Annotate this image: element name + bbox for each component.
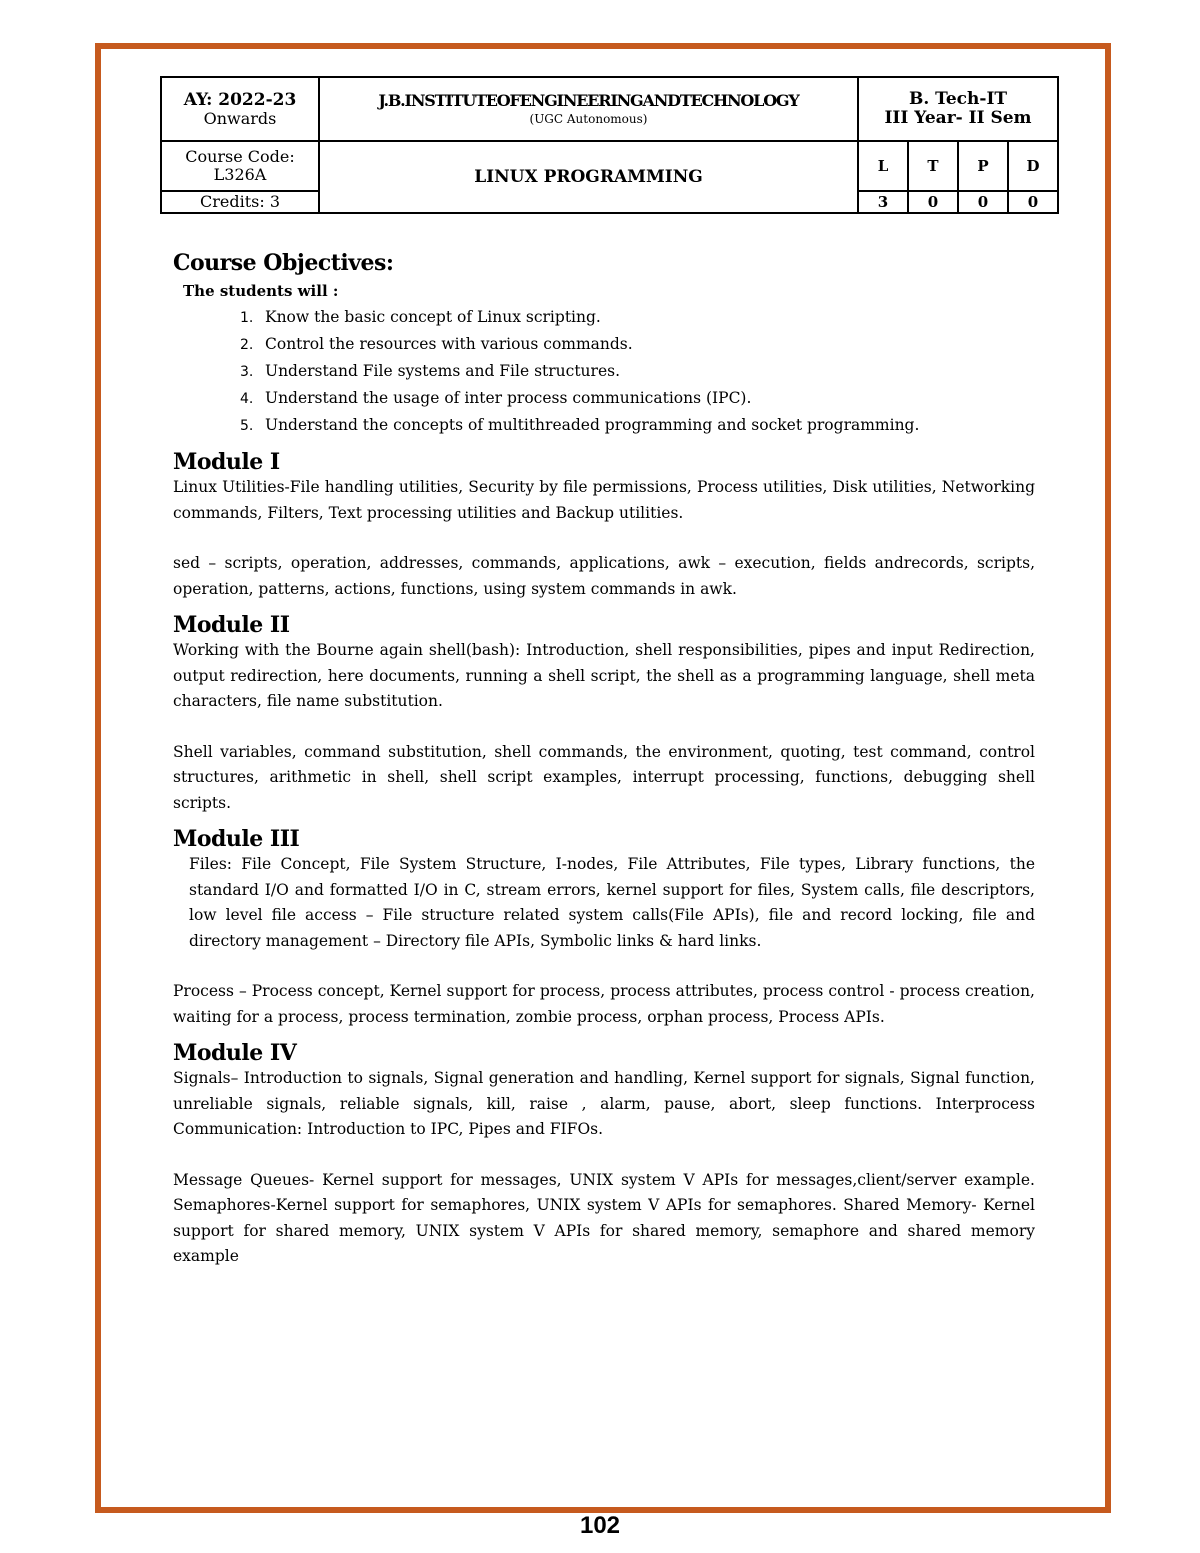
ltpd-value-d: 0 [1008, 191, 1058, 213]
module-2-heading: Module II [173, 612, 290, 638]
list-item: 2. Control the resources with various commands. [240, 335, 633, 353]
module-3-para-1: Files: File Concept, File System Structure, I-nodes, File Attributes, File types, Library functions, the standard I/O and formatted I/O in C, stream errors, kernel support for files, System calls, file descriptors, low level file access – File structure related system calls(File APIs), file and record locking, file and directory management – Directory file APIs, Symbolic links & hard links. [189, 855, 1035, 950]
module-1-para-2: sed – scripts, operation, addresses, commands, applications, awk – execution, fields andrecords, scripts, operation, patterns, actions, functions, using system commands in awk. [173, 554, 1035, 598]
institute-cell [319, 77, 858, 141]
onwards-label: Onwards [203, 108, 277, 128]
objectives-heading: Course Objectives: [173, 250, 394, 276]
course-code-cell [161, 141, 319, 191]
academic-year-cell [161, 77, 319, 141]
course-header-table [160, 76, 1059, 214]
ltpd-header-p: P [958, 141, 1008, 191]
page-number: 102 [579, 1512, 621, 1539]
objectives-intro: The students will : [183, 282, 339, 300]
semester-label: III Year- II Sem [884, 108, 1032, 128]
ltpd-header-t: T [908, 141, 958, 191]
credits: Credits: 3 [161, 191, 319, 213]
course-code: L326A [213, 165, 267, 184]
module-3-para-2: Process – Process concept, Kernel support for process, process attributes, process control - process creation, waiting for a process, process termination, zombie process, orphan process, Process APIs. [173, 982, 1035, 1026]
module-1-heading: Module I [173, 449, 280, 475]
ltpd-header-d: D [1008, 141, 1058, 191]
module-4-para-1: Signals– Introduction to signals, Signal generation and handling, Kernel support for signals, Signal function, unreliable signals, reliable signals, kill, raise , alarm, pause, abort, sleep functions. Interprocess Communication: Introduction to IPC, Pipes and FIFOs. [173, 1069, 1035, 1138]
objectives-list [240, 304, 1035, 439]
module-1-para-1: Linux Utilities-File handling utilities, Security by file permissions, Process utilities, Disk utilities, Networking commands, Filters, Text processing utilities and Backup utilities. [173, 478, 1035, 522]
module-3-heading: Module III [173, 826, 300, 852]
module-2-para-1: Working with the Bourne again shell(bash): Introduction, shell responsibilities, pipes and input Redirection, output redirection, here documents, running a shell script, the shell as a programming language, shell meta characters, file name substitution. [173, 641, 1035, 710]
ltpd-value-l: 3 [858, 191, 908, 213]
academic-year: AY: 2022-23 [183, 89, 297, 110]
program-name: B. Tech-IT [908, 89, 1008, 109]
course-title: LINUX PROGRAMMING [319, 141, 858, 213]
institute-name: J.B.INSTITUTEOFENGINEERINGANDTECHNOLOGY [378, 91, 799, 110]
module-4-para-2: Message Queues- Kernel support for messages, UNIX system V APIs for messages,client/server example. Semaphores-Kernel support for semaphores, UNIX system V APIs for semaphores. Shared Memory- Kernel support for shared memory, UNIX system V APIs for shared memory, semaphore and shared memory example [173, 1170, 1035, 1265]
ltpd-value-p: 0 [958, 191, 1008, 213]
ugc-label: (UGC Autonomous) [529, 112, 648, 126]
list-item: 1. Know the basic concept of Linux scripting. [240, 308, 601, 326]
list-item: 3. Understand File systems and File structures. [240, 362, 620, 380]
ltpd-header-l: L [858, 141, 908, 191]
module-4-heading: Module IV [173, 1040, 297, 1066]
program-cell [858, 77, 1058, 141]
syllabus-content [173, 250, 1035, 1270]
module-2-para-2: Shell variables, command substitution, shell commands, the environment, quoting, test command, control structures, arithmetic in shell, shell script examples, interrupt processing, functions, debugging shell scripts. [173, 742, 1035, 812]
list-item: 4. Understand the usage of inter process communications (IPC). [240, 389, 752, 407]
course-code-label: Course Code: [185, 147, 295, 166]
ltpd-value-t: 0 [908, 191, 958, 213]
list-item: 5. Understand the concepts of multithreaded programming and socket programming. [240, 416, 920, 434]
